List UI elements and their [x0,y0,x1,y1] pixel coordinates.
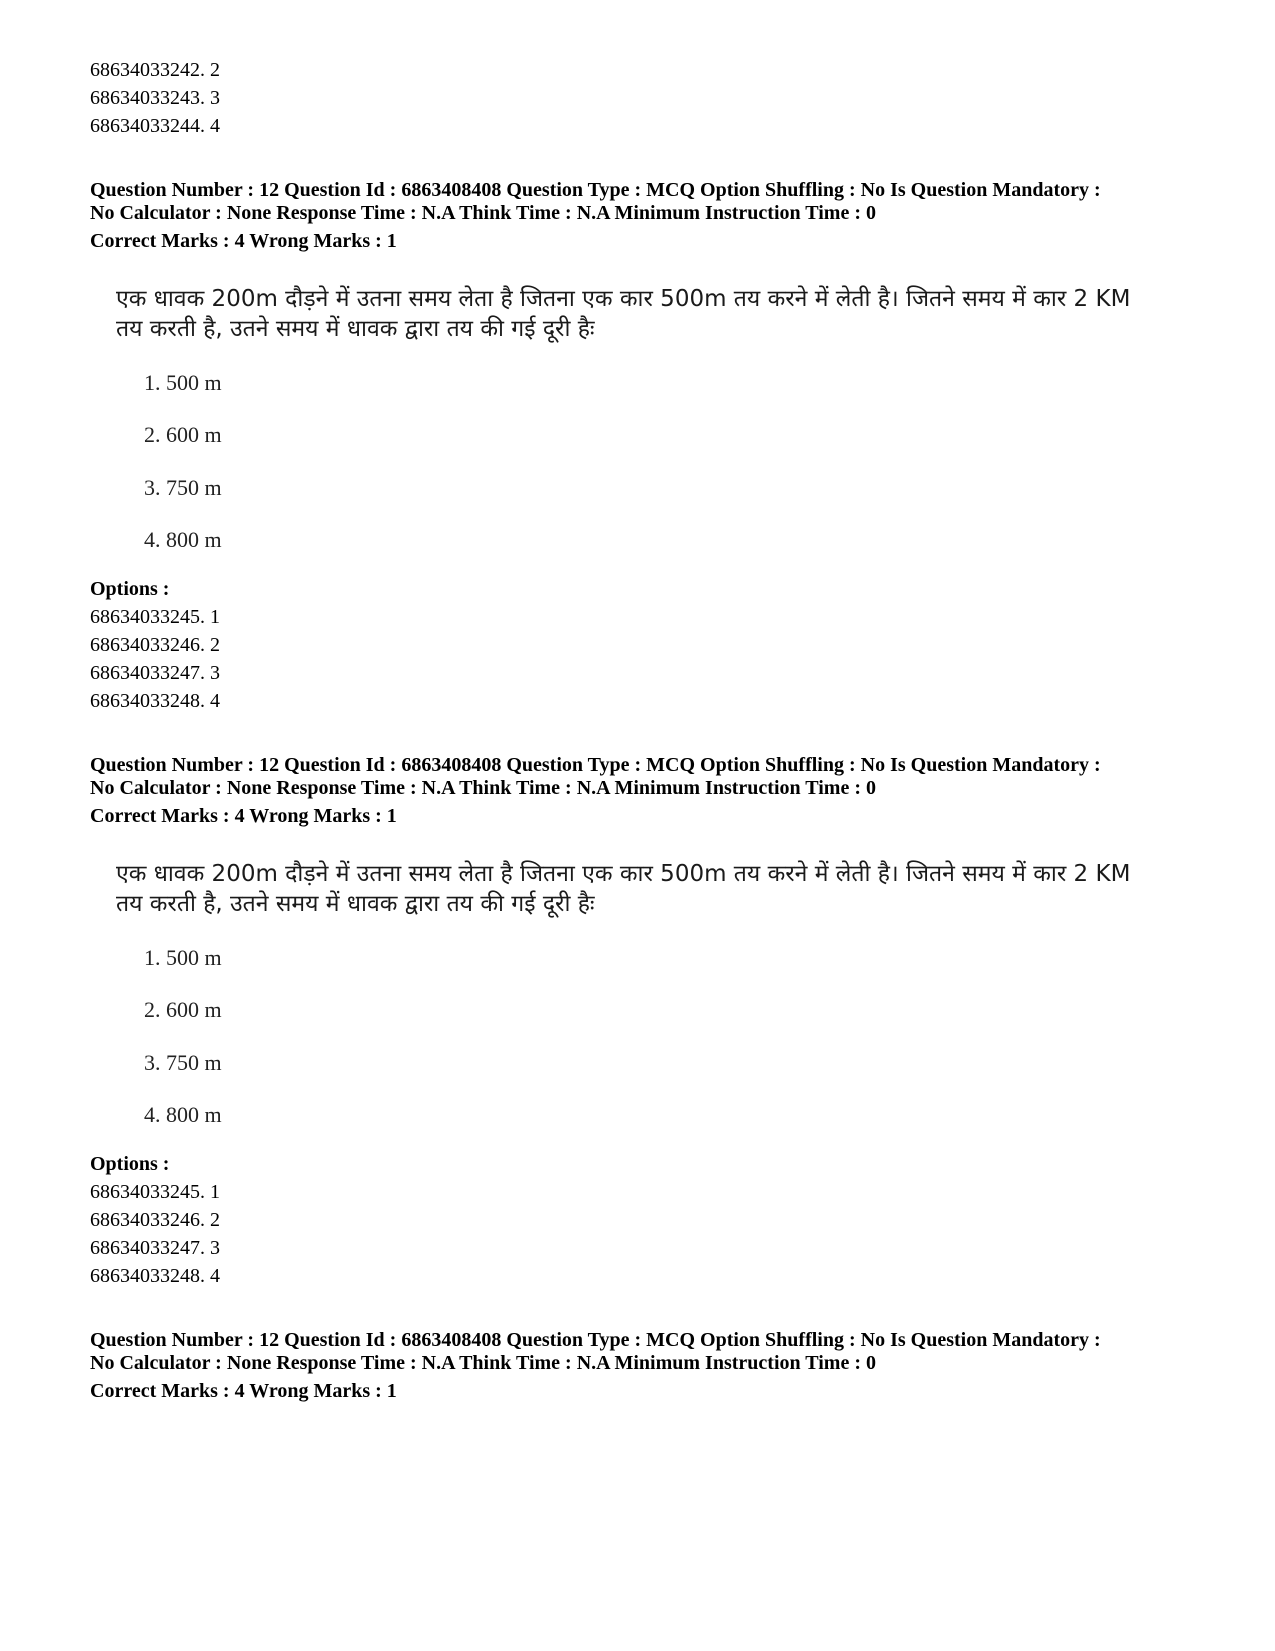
question-image [110,857,1170,1137]
option-line: 68634033243. 3 [90,87,220,109]
question-text: तय करती है, उतने समय में धावक द्वारा तय की गई दूरी हैः [116,316,595,342]
option-line: 68634033242. 2 [90,59,220,81]
answer-choice: 3. 750 m [144,1050,222,1075]
option-line: 68634033247. 3 [90,662,220,684]
option-line: 68634033247. 3 [90,1237,220,1259]
question-header: Question Number : 12 Question Id : 6863408408 Question Type : MCQ Option Shuffling : No Is Question Mandatory : [90,1329,1101,1351]
option-line: 68634033245. 1 [90,606,220,628]
question-text: तय करती है, उतने समय में धावक द्वारा तय की गई दूरी हैः [116,891,595,917]
question-marks: Correct Marks : 4 Wrong Marks : 1 [90,230,397,252]
option-line: 68634033248. 4 [90,1265,220,1287]
question-header: No Calculator : None Response Time : N.A Think Time : N.A Minimum Instruction Time : 0 [90,777,876,799]
question-marks: Correct Marks : 4 Wrong Marks : 1 [90,805,397,827]
options-label: Options : [90,578,170,600]
answer-choice: 1. 500 m [144,370,222,395]
options-label: Options : [90,1153,170,1175]
answer-choice: 2. 600 m [144,422,222,447]
question-header: No Calculator : None Response Time : N.A Think Time : N.A Minimum Instruction Time : 0 [90,1352,876,1374]
option-line: 68634033245. 1 [90,1181,220,1203]
option-line: 68634033246. 2 [90,1209,220,1231]
answer-choice: 4. 800 m [144,1102,222,1127]
question-header: Question Number : 12 Question Id : 6863408408 Question Type : MCQ Option Shuffling : No Is Question Mandatory : [90,754,1101,776]
question-text: एक धावक 200m दौड़ने में उतना समय लेता है जितना एक कार 500m तय करने में लेती है। जितने समय में कार 2 KM [116,861,1131,887]
option-line: 68634033244. 4 [90,115,220,137]
question-header: Question Number : 12 Question Id : 6863408408 Question Type : MCQ Option Shuffling : No Is Question Mandatory : [90,179,1101,201]
option-line: 68634033246. 2 [90,634,220,656]
question-text: एक धावक 200m दौड़ने में उतना समय लेता है जितना एक कार 500m तय करने में लेती है। जितने समय में कार 2 KM [116,286,1131,312]
answer-choice: 3. 750 m [144,475,222,500]
question-image [110,282,1170,562]
question-marks: Correct Marks : 4 Wrong Marks : 1 [90,1380,397,1402]
question-header: No Calculator : None Response Time : N.A Think Time : N.A Minimum Instruction Time : 0 [90,202,876,224]
answer-choice: 4. 800 m [144,527,222,552]
answer-choice: 1. 500 m [144,945,222,970]
answer-choice: 2. 600 m [144,997,222,1022]
option-line: 68634033248. 4 [90,690,220,712]
